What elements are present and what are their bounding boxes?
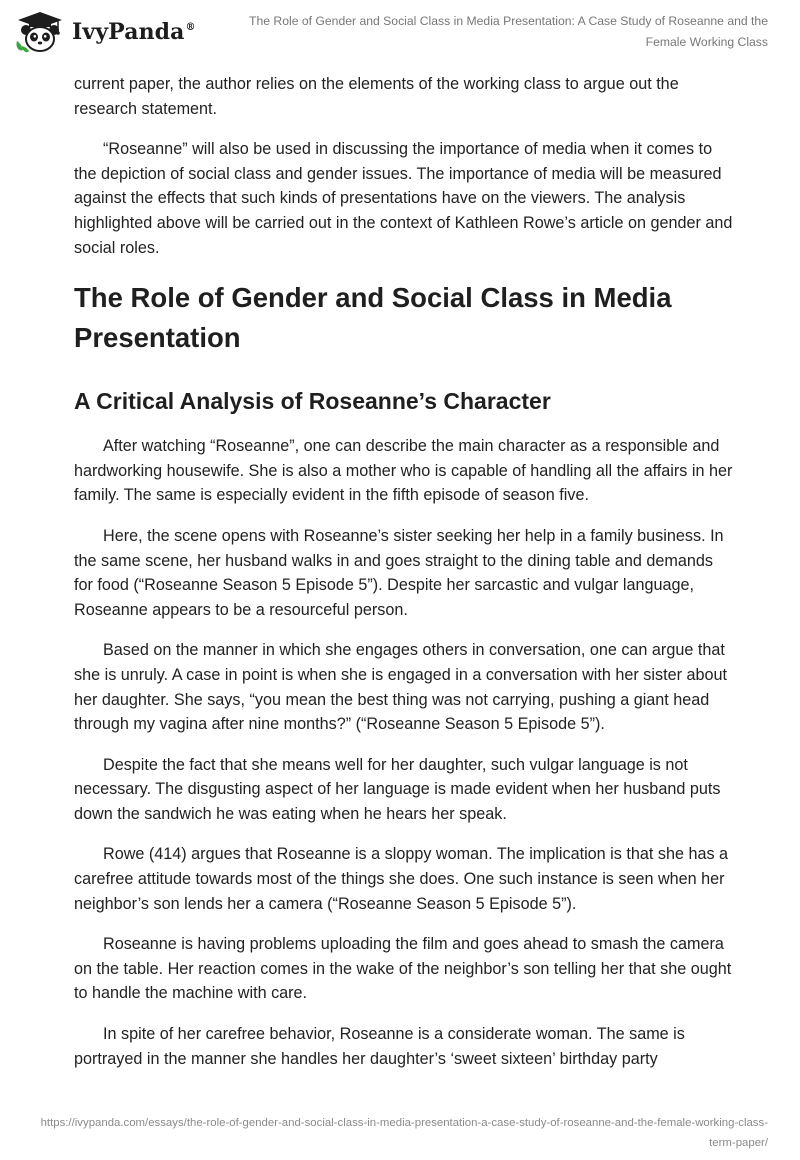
paragraph: “Roseanne” will also be used in discussing the importance of media when it comes to the depiction of social class and gender issues. The importance of media will be measured against the effects that such kinds of presentations have on the viewers. The analysis highlighted above will be carried out in the context of Kathleen Rowe’s article on gender and social roles. [74,140,733,257]
essay-content [74,72,734,1087]
logo-text: IvyPanda [72,19,185,45]
registered-mark: ® [185,22,196,33]
document-title: The Role of Gender and Social Class in Media Presentation: A Case Study of Roseanne and the Female Working Class [249,14,768,49]
paragraph: Roseanne is having problems uploading the film and goes ahead to smash the camera on the table. Her reaction comes in the wake of the neighbor’s son telling her that she ought to handle the machine with care. [74,935,732,1003]
ivypanda-logo[interactable] [14,10,196,54]
paragraph: Here, the scene opens with Roseanne’s sister seeking her help in a family business. In the same scene, her husband walks in and goes straight to the dining table and demands for food (“Roseanne Season 5 Episode 5”). Despite her sarcastic and vulgar language, Roseanne appears to be a resourceful person. [74,526,724,619]
page-header [0,0,800,62]
paragraph: After watching “Roseanne”, one can describe the main character as a responsible and hardworking housewife. She is also a mother who is capable of handling all the affairs in her family. The same is especially evident in the fifth episode of season five. [74,437,733,505]
source-url[interactable]: https://ivypanda.com/essays/the-role-of-gender-and-social-class-in-media-presentation-a-case-study-of-roseanne-and-the-female-working-class-term-paper/ [40,1117,768,1149]
paragraph: Despite the fact that she means well for her daughter, such vulgar language is not necessary. The disgusting aspect of her language is made evident when her husband puts down the sandwich he was eating when he hears her speak. [74,755,721,823]
section-heading: The Role of Gender and Social Class in Media Presentation [74,282,672,354]
paragraph: In spite of her carefree behavior, Roseanne is a considerate woman. The same is portrayed in the manner she handles her daughter’s ‘sweet sixteen’ birthday party [74,1025,685,1068]
logo-wordmark [72,19,196,45]
paragraph: current paper, the author relies on the elements of the working class to argue out the research statement. [74,75,679,118]
panda-graduate-icon [14,10,66,54]
paragraph: Rowe (414) argues that Roseanne is a sloppy woman. The implication is that she has a carefree attitude towards most of the things she does. One such instance is seen when her neighbor’s son lends her a camera (“Roseanne Season 5 Episode 5”). [74,845,729,913]
subsection-heading: A Critical Analysis of Roseanne’s Character [74,388,551,415]
paragraph: Based on the manner in which she engages others in conversation, one can argue that she is unruly. A case in point is when she is engaged in a conversation with her sister about her daughter. She says, “you mean the best thing was not carrying, pushing a giant head through my vagina after nine months?” (“Roseanne Season 5 Episode 5”). [74,641,727,734]
